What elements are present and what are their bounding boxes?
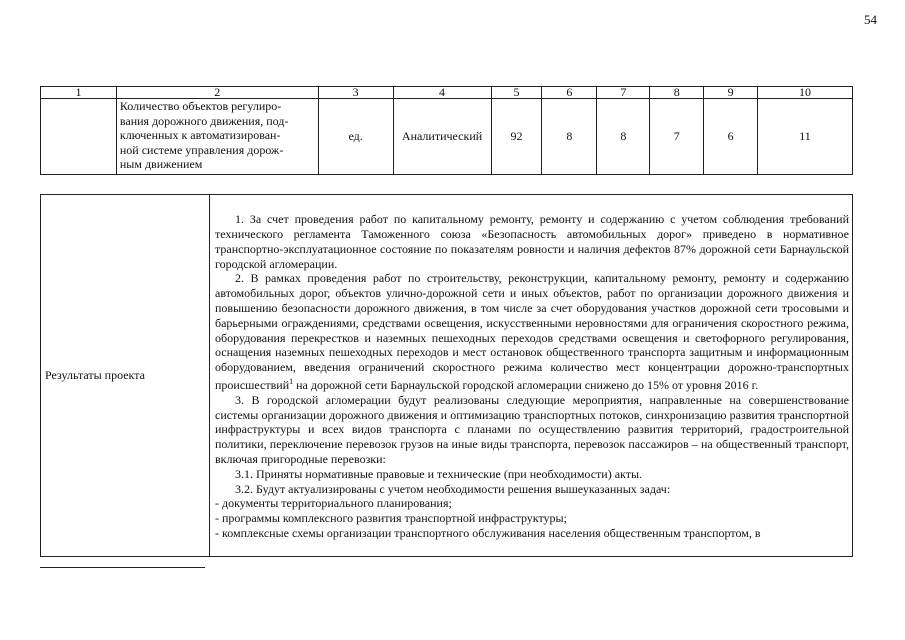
list-item: - программы комплексного развития транспортной инфраструктуры; <box>215 511 567 526</box>
value-cell: 7 <box>650 99 704 175</box>
value-cell: 8 <box>542 99 597 175</box>
column-header: 9 <box>704 87 758 99</box>
page-number: 54 <box>864 12 877 27</box>
indicator-description <box>116 99 318 175</box>
unit-cell: ед. <box>318 99 393 175</box>
column-header: 8 <box>650 87 704 99</box>
method-cell: Аналитический <box>393 99 491 175</box>
row-number-cell <box>41 99 117 175</box>
description-line: вания дорожного движения, под- <box>119 113 289 128</box>
results-content <box>210 195 853 557</box>
column-header: 1 <box>41 87 117 99</box>
paragraph-text: 2. В рамках проведения работ по строительству, реконструкции, капитальному ремонту, ремонту и содержанию автомобильных дорог, объектов улично-дорожной сети и иных объектов, работ по организации дорожного движения и повышению безопасности дорожного движения, в том числе за счет оборудования участков дорожной сети тросовыми и барьерными ограждениями, средствами освещения, искусственными неровностями для ограничения скоростного режима, оборудования перекрестков и наземных пешеходных переходов средствами освещения и светофорного регулирования, оснащения наземных пешеходных переходов и мест остановок общественного транспорта защитным и информационным оборудованием, введения ограничений скоростного режима количество мест концентрации дорожно-транспортных происшествий <box>215 271 849 392</box>
indicator-table <box>40 86 853 175</box>
table-row <box>41 195 853 557</box>
column-header: 4 <box>393 87 491 99</box>
description-line: Количество объектов регулиро- <box>119 99 282 113</box>
description-line: ной системе управления дорож- <box>119 142 284 157</box>
description-line: ным движением <box>119 157 203 171</box>
column-header: 3 <box>318 87 393 99</box>
value-cell: 8 <box>597 99 650 175</box>
table-header-row <box>41 87 853 99</box>
footnote-marker: 1 <box>289 377 294 386</box>
list-item: - документы территориального планирования; <box>215 496 452 511</box>
paragraph-text: на дорожной сети Барнаульской городской агломерации снижено до 15% от уровня 2016 г. <box>293 378 759 392</box>
paragraph <box>215 271 849 392</box>
paragraph: 3.1. Приняты нормативные правовые и технические (при необходимости) акты. <box>235 466 643 481</box>
value-cell: 11 <box>758 99 853 175</box>
footnote-separator <box>40 567 205 568</box>
paragraph: 1. За счет проведения работ по капитальному ремонту, ремонту и содержанию с учетом соблюдения требований технического регламента Таможенного союза «Безопасность автомобильных дорог» приведено в нормативное транспортно-эксплуатационное состояние по показателям ровности и наличия дефектов 87% дорожной сети Барнаульской городской агломерации. <box>215 212 849 271</box>
value-cell: 6 <box>704 99 758 175</box>
list-item: - комплексные схемы организации транспортного обслуживания населения общественным транспортом, в <box>215 525 761 540</box>
column-header: 6 <box>542 87 597 99</box>
results-table <box>40 194 853 557</box>
results-label: Результаты проекта <box>41 195 210 557</box>
table-row <box>41 99 853 175</box>
column-header: 2 <box>116 87 318 99</box>
paragraph: 3. В городской агломерации будут реализованы следующие мероприятия, направленные на совершенствование системы организации дорожного движения и оптимизацию транспортных потоков, синхронизацию развития транспортной инфраструктуры и всех видов транспорта с планами по осуществлению развития территорий, градостроительной политики, переключение перевозок грузов на иные виды транспорта, перевозок пассажиров – на общественный транспорт, включая пригородные перевозки: <box>215 392 849 466</box>
column-header: 7 <box>597 87 650 99</box>
description-line: ключенных к автоматизирован- <box>119 128 281 142</box>
column-header: 5 <box>491 87 542 99</box>
column-header: 10 <box>758 87 853 99</box>
paragraph: 3.2. Будут актуализированы с учетом необходимости решения вышеуказанных задач: <box>235 481 671 496</box>
value-cell: 92 <box>491 99 542 175</box>
